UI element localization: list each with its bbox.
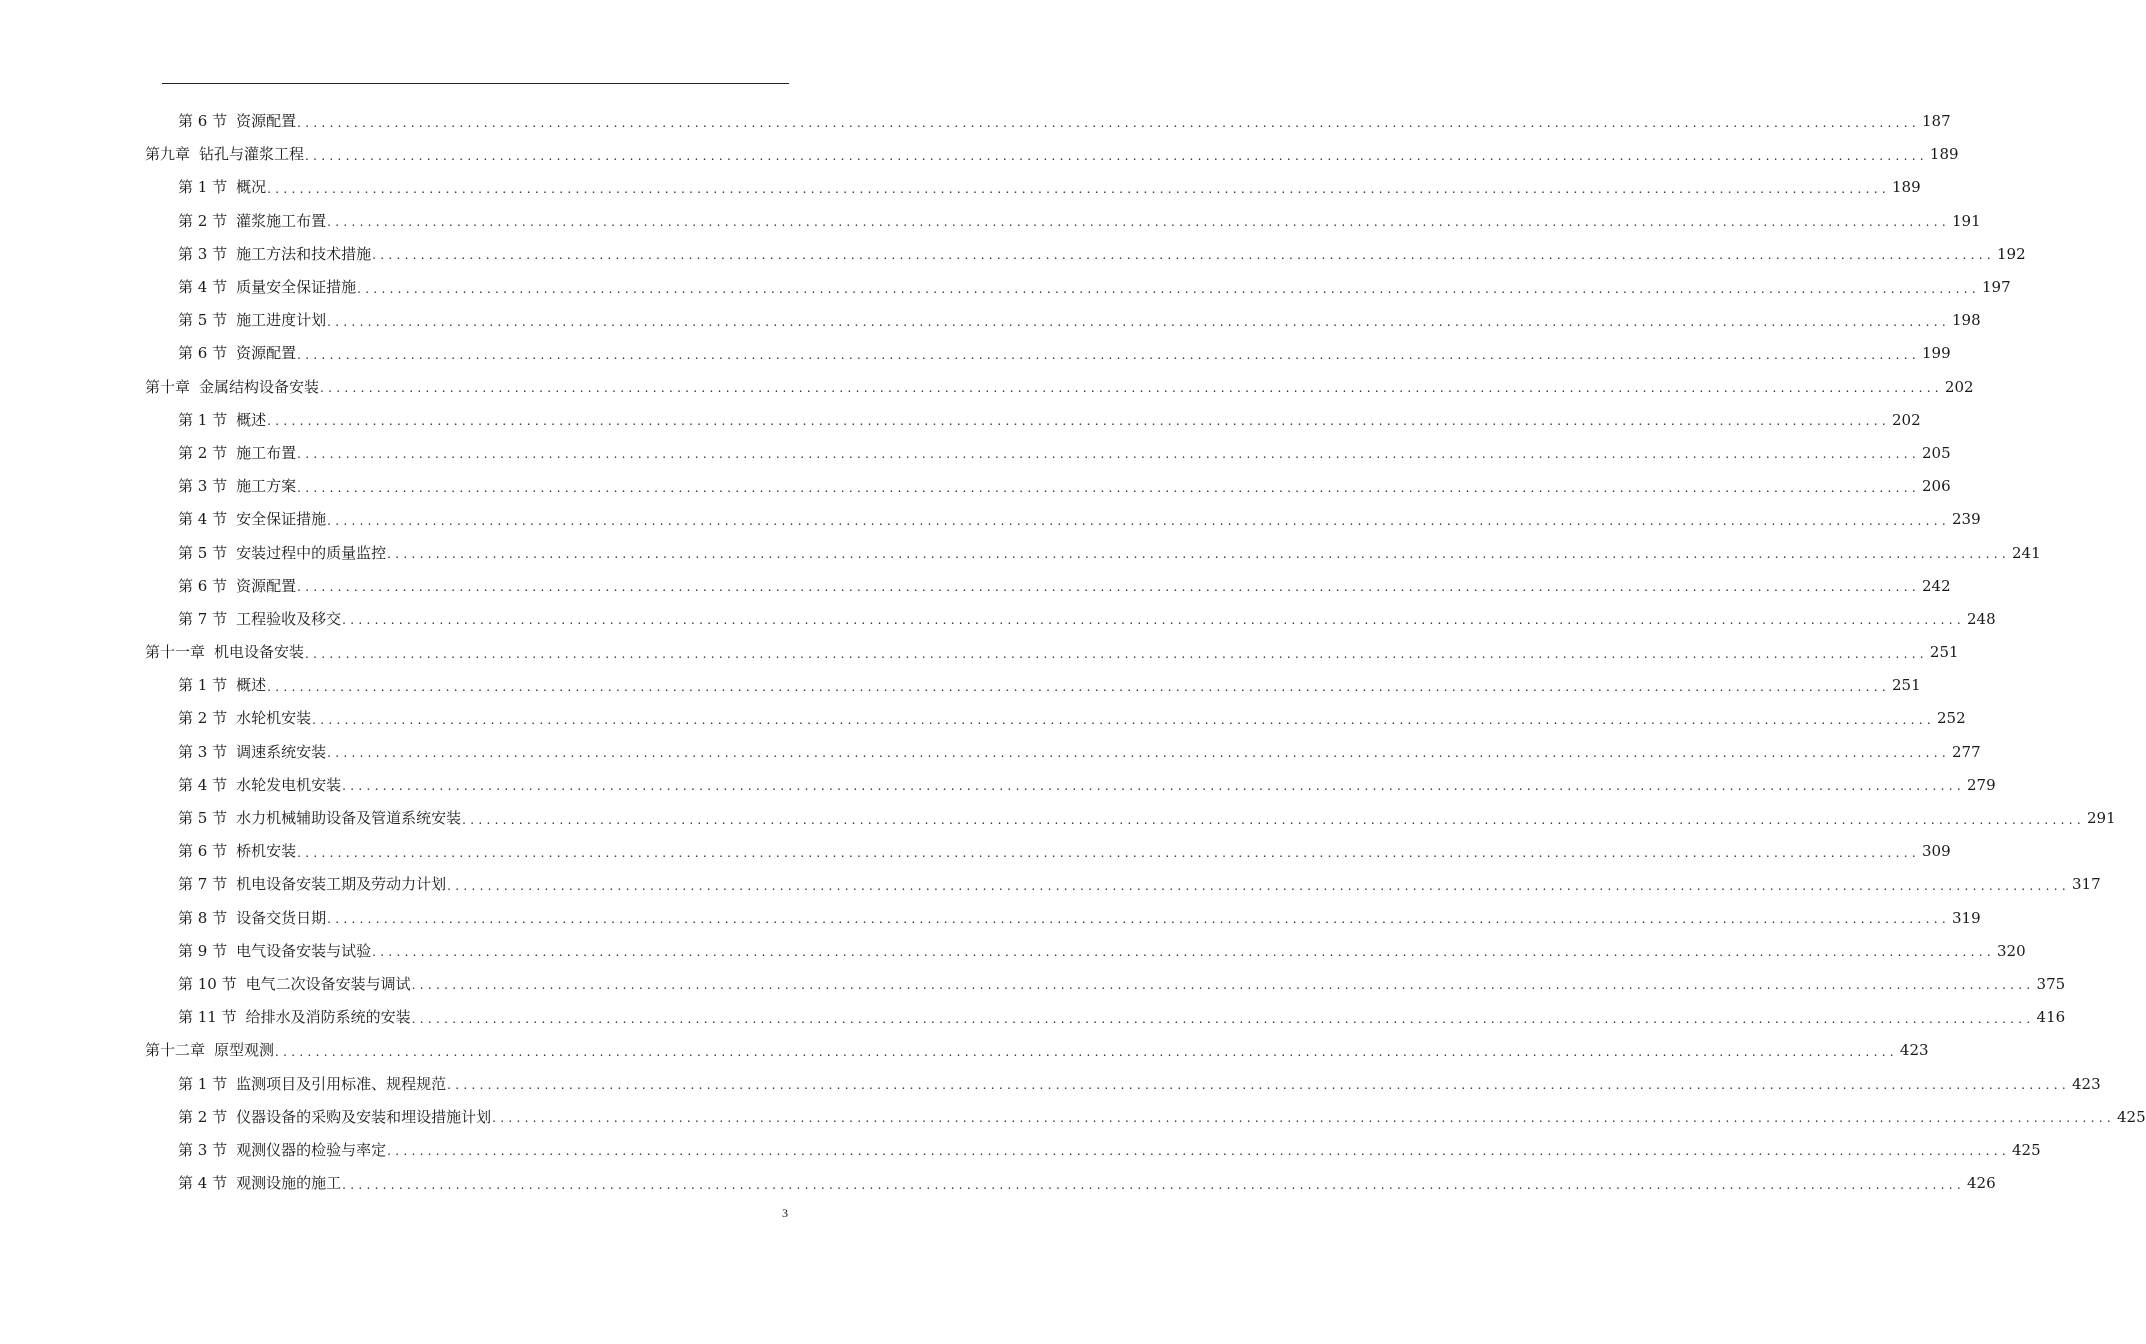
page-number: 3 <box>782 1206 788 1220</box>
toc-section-entry[interactable] <box>0 736 1981 769</box>
toc-dot-leader: ........................................................................................................................................................................................................ <box>342 779 1965 794</box>
toc-dot-leader: ........................................................................................................................................................................................................ <box>327 314 1950 329</box>
toc-entry-page: 423 <box>2072 1074 2101 1093</box>
toc-entry-number: 第 3 节 <box>178 1140 228 1159</box>
toc-section-entry[interactable] <box>0 337 1951 370</box>
toc-entry-number: 第 5 节 <box>178 311 228 330</box>
header-rule <box>162 83 789 84</box>
toc-entry-title: 资源配置 <box>236 344 297 363</box>
toc-entry-title: 工程验收及移交 <box>236 609 342 628</box>
toc-entry-page: 317 <box>2072 875 2101 894</box>
toc-dot-leader: ........................................................................................................................................................................................................ <box>327 746 1950 761</box>
toc-dot-leader: ........................................................................................................................................................................................................ <box>387 1144 2010 1159</box>
toc-entry-page: 277 <box>1952 742 1981 761</box>
toc-entry-number: 第 11 节 <box>178 1008 237 1027</box>
toc-section-entry[interactable] <box>0 902 1981 935</box>
toc-entry-number: 第 5 节 <box>178 543 228 562</box>
toc-entry-number: 第 5 节 <box>178 809 228 828</box>
toc-entry-number: 第 10 节 <box>178 974 237 993</box>
toc-entry-title: 概述 <box>236 676 267 695</box>
toc-entry-page: 202 <box>1944 377 1974 396</box>
toc-entry-page: 191 <box>1952 211 1981 230</box>
toc-entry-title: 桥机安装 <box>236 842 297 861</box>
toc-entry-page: 189 <box>1929 145 1959 164</box>
toc-entry-page: 197 <box>1982 278 2011 297</box>
toc-section-entry[interactable] <box>0 470 1951 503</box>
toc-section-entry[interactable] <box>0 404 1921 437</box>
toc-chapter-entry[interactable] <box>0 1034 1929 1067</box>
toc-entry-page: 252 <box>1937 709 1966 728</box>
toc-section-entry[interactable] <box>0 205 1981 238</box>
toc-entry-number: 第 4 节 <box>178 775 228 794</box>
toc-entry-number: 第 7 节 <box>178 609 228 628</box>
toc-entry-page: 423 <box>1899 1041 1929 1060</box>
toc-entry-page: 192 <box>1997 244 2026 263</box>
toc-entry-page: 187 <box>1922 112 1951 131</box>
toc-section-entry[interactable] <box>0 437 1951 470</box>
toc-section-entry[interactable] <box>0 1101 2146 1134</box>
toc-entry-title: 电气二次设备安装与调试 <box>245 974 411 993</box>
toc-entry-page: 279 <box>1967 775 1996 794</box>
toc-section-entry[interactable] <box>0 304 1981 337</box>
toc-dot-leader: ........................................................................................................................................................................................................ <box>447 878 2070 893</box>
toc-entry-number: 第 3 节 <box>178 742 228 761</box>
toc-section-entry[interactable] <box>0 536 2041 569</box>
toc-entry-number: 第 4 节 <box>178 278 228 297</box>
toc-entry-page: 425 <box>2012 1140 2041 1159</box>
toc-dot-leader: ........................................................................................................................................................................................................ <box>267 414 1890 429</box>
toc-dot-leader: ........................................................................................................................................................................................................ <box>297 347 1920 362</box>
toc-entry-title: 施工布置 <box>236 443 297 462</box>
toc-entry-title: 观测设施的施工 <box>236 1174 342 1193</box>
toc-entry-page: 426 <box>1967 1174 1996 1193</box>
toc-dot-leader: ........................................................................................................................................................................................................ <box>327 513 1950 528</box>
toc-section-entry[interactable] <box>0 868 2101 901</box>
toc-dot-leader: ........................................................................................................................................................................................................ <box>387 547 2010 562</box>
toc-section-entry[interactable] <box>0 968 2066 1001</box>
toc-dot-leader: ........................................................................................................................................................................................................ <box>342 613 1965 628</box>
toc-entry-page: 319 <box>1952 908 1981 927</box>
toc-entry-page: 248 <box>1967 609 1996 628</box>
toc-entry-title: 调速系统安装 <box>236 742 327 761</box>
toc-section-entry[interactable] <box>0 603 1996 636</box>
toc-entry-title: 资源配置 <box>236 112 297 131</box>
toc-dot-leader: ........................................................................................................................................................................................................ <box>297 580 1920 595</box>
toc-section-entry[interactable] <box>0 271 2011 304</box>
toc-entry-number: 第十一章 <box>145 643 206 662</box>
toc-entry-title: 安装过程中的质量监控 <box>236 543 387 562</box>
toc-entry-number: 第 7 节 <box>178 875 228 894</box>
toc-entry-number: 第 3 节 <box>178 244 228 263</box>
toc-entry-page: 202 <box>1892 410 1921 429</box>
toc-section-entry[interactable] <box>0 238 2026 271</box>
toc-dot-leader: ........................................................................................................................................................................................................ <box>342 1177 1965 1192</box>
toc-dot-leader: ........................................................................................................................................................................................................ <box>305 646 1928 661</box>
toc-section-entry[interactable] <box>0 1067 2101 1100</box>
toc-entry-page: 205 <box>1922 443 1951 462</box>
toc-dot-leader: ........................................................................................................................................................................................................ <box>297 447 1920 462</box>
toc-entry-title: 钻孔与灌浆工程 <box>199 145 305 164</box>
toc-chapter-entry[interactable] <box>0 371 1974 404</box>
toc-entry-number: 第 1 节 <box>178 178 228 197</box>
toc-dot-leader: ........................................................................................................................................................................................................ <box>305 148 1928 163</box>
toc-entry-number: 第 2 节 <box>178 1107 228 1126</box>
toc-chapter-entry[interactable] <box>0 636 1959 669</box>
toc-entry-number: 第 6 节 <box>178 112 228 131</box>
toc-entry-title: 水轮机安装 <box>236 709 312 728</box>
toc-entry-page: 206 <box>1922 477 1951 496</box>
toc-entry-title: 安全保证措施 <box>236 510 327 529</box>
toc-dot-leader: ........................................................................................................................................................................................................ <box>327 215 1950 230</box>
toc-section-entry[interactable] <box>0 570 1951 603</box>
toc-entry-number: 第 2 节 <box>178 443 228 462</box>
toc-entry-title: 设备交货日期 <box>236 908 327 927</box>
toc-entry-number: 第 9 节 <box>178 941 228 960</box>
toc-entry-page: 242 <box>1922 576 1951 595</box>
toc-dot-leader: ........................................................................................................................................................................................................ <box>411 1011 2035 1026</box>
toc-entry-page: 416 <box>2036 1008 2066 1027</box>
toc-entry-title: 机电设备安装工期及劳动力计划 <box>236 875 447 894</box>
toc-entry-number: 第 1 节 <box>178 1074 228 1093</box>
toc-entry-page: 199 <box>1922 344 1951 363</box>
toc-entry-number: 第 3 节 <box>178 477 228 496</box>
toc-entry-page: 239 <box>1952 510 1981 529</box>
toc-entry-page: 291 <box>2087 809 2116 828</box>
toc-entry-page: 320 <box>1997 941 2026 960</box>
toc-entry-title: 资源配置 <box>236 576 297 595</box>
toc-entry-title: 机电设备安装 <box>214 643 305 662</box>
toc-dot-leader: ........................................................................................................................................................................................................ <box>327 912 1950 927</box>
toc-entry-title: 施工进度计划 <box>236 311 327 330</box>
toc-entry-number: 第 6 节 <box>178 842 228 861</box>
toc-entry-title: 观测仪器的检验与率定 <box>236 1140 387 1159</box>
toc-section-entry[interactable] <box>0 802 2116 835</box>
toc-entry-page: 251 <box>1892 676 1921 695</box>
toc-entry-title: 给排水及消防系统的安装 <box>245 1008 411 1027</box>
toc-entry-title: 仪器设备的采购及安装和埋设措施计划 <box>236 1107 492 1126</box>
toc-entry-page: 425 <box>2117 1107 2146 1126</box>
toc-section-entry[interactable] <box>0 935 2026 968</box>
toc-dot-leader: ........................................................................................................................................................................................................ <box>492 1111 2115 1126</box>
toc-entry-number: 第 1 节 <box>178 410 228 429</box>
toc-entry-page: 198 <box>1952 311 1981 330</box>
toc-dot-leader: ........................................................................................................................................................................................................ <box>372 945 1995 960</box>
toc-dot-leader: ........................................................................................................................................................................................................ <box>312 712 1935 727</box>
toc-entry-number: 第十章 <box>145 377 191 396</box>
toc-dot-leader: ........................................................................................................................................................................................................ <box>267 181 1890 196</box>
toc-entry-number: 第 6 节 <box>178 576 228 595</box>
toc-dot-leader: ........................................................................................................................................................................................................ <box>372 248 1995 263</box>
toc-entry-page: 241 <box>2012 543 2041 562</box>
toc-entry-number: 第九章 <box>145 145 191 164</box>
toc-section-entry[interactable] <box>0 1167 1996 1200</box>
toc-section-entry[interactable] <box>0 105 1951 138</box>
toc-entry-number: 第 1 节 <box>178 676 228 695</box>
toc-entry-title: 监测项目及引用标准、规程规范 <box>236 1074 447 1093</box>
toc-entry-number: 第 8 节 <box>178 908 228 927</box>
toc-entry-number: 第 6 节 <box>178 344 228 363</box>
table-of-contents <box>0 105 2146 1200</box>
toc-entry-title: 原型观测 <box>214 1041 275 1060</box>
toc-dot-leader: ........................................................................................................................................................................................................ <box>275 1044 1898 1059</box>
toc-entry-title: 质量安全保证措施 <box>236 278 357 297</box>
toc-entry-title: 施工方案 <box>236 477 297 496</box>
toc-entry-title: 灌浆施工布置 <box>236 211 327 230</box>
toc-entry-number: 第 4 节 <box>178 510 228 529</box>
toc-dot-leader: ........................................................................................................................................................................................................ <box>320 381 1943 396</box>
toc-entry-title: 电气设备安装与试验 <box>236 941 372 960</box>
toc-entry-page: 189 <box>1892 178 1921 197</box>
toc-section-entry[interactable] <box>0 1134 2041 1167</box>
toc-section-entry[interactable] <box>0 702 1966 735</box>
toc-section-entry[interactable] <box>0 503 1981 536</box>
toc-dot-leader: ........................................................................................................................................................................................................ <box>462 812 2085 827</box>
toc-dot-leader: ........................................................................................................................................................................................................ <box>267 679 1890 694</box>
toc-entry-number: 第十二章 <box>145 1041 206 1060</box>
toc-dot-leader: ........................................................................................................................................................................................................ <box>447 1078 2070 1093</box>
toc-section-entry[interactable] <box>0 1001 2066 1034</box>
toc-entry-title: 水轮发电机安装 <box>236 775 342 794</box>
toc-entry-title: 概述 <box>236 410 267 429</box>
toc-entry-number: 第 2 节 <box>178 709 228 728</box>
toc-dot-leader: ........................................................................................................................................................................................................ <box>297 845 1920 860</box>
toc-dot-leader: ........................................................................................................................................................................................................ <box>411 978 2035 993</box>
toc-dot-leader: ........................................................................................................................................................................................................ <box>297 115 1920 130</box>
toc-entry-title: 金属结构设备安装 <box>199 377 320 396</box>
toc-entry-number: 第 4 节 <box>178 1174 228 1193</box>
toc-entry-page: 375 <box>2036 974 2066 993</box>
toc-entry-title: 概况 <box>236 178 267 197</box>
toc-chapter-entry[interactable] <box>0 138 1959 171</box>
toc-entry-page: 309 <box>1922 842 1951 861</box>
toc-dot-leader: ........................................................................................................................................................................................................ <box>357 281 1980 296</box>
toc-section-entry[interactable] <box>0 835 1951 868</box>
toc-section-entry[interactable] <box>0 171 1921 204</box>
toc-entry-title: 施工方法和技术措施 <box>236 244 372 263</box>
toc-entry-number: 第 2 节 <box>178 211 228 230</box>
toc-section-entry[interactable] <box>0 669 1921 702</box>
toc-dot-leader: ........................................................................................................................................................................................................ <box>297 480 1920 495</box>
toc-entry-title: 水力机械辅助设备及管道系统安装 <box>236 809 462 828</box>
toc-section-entry[interactable] <box>0 769 1996 802</box>
toc-entry-page: 251 <box>1929 643 1959 662</box>
